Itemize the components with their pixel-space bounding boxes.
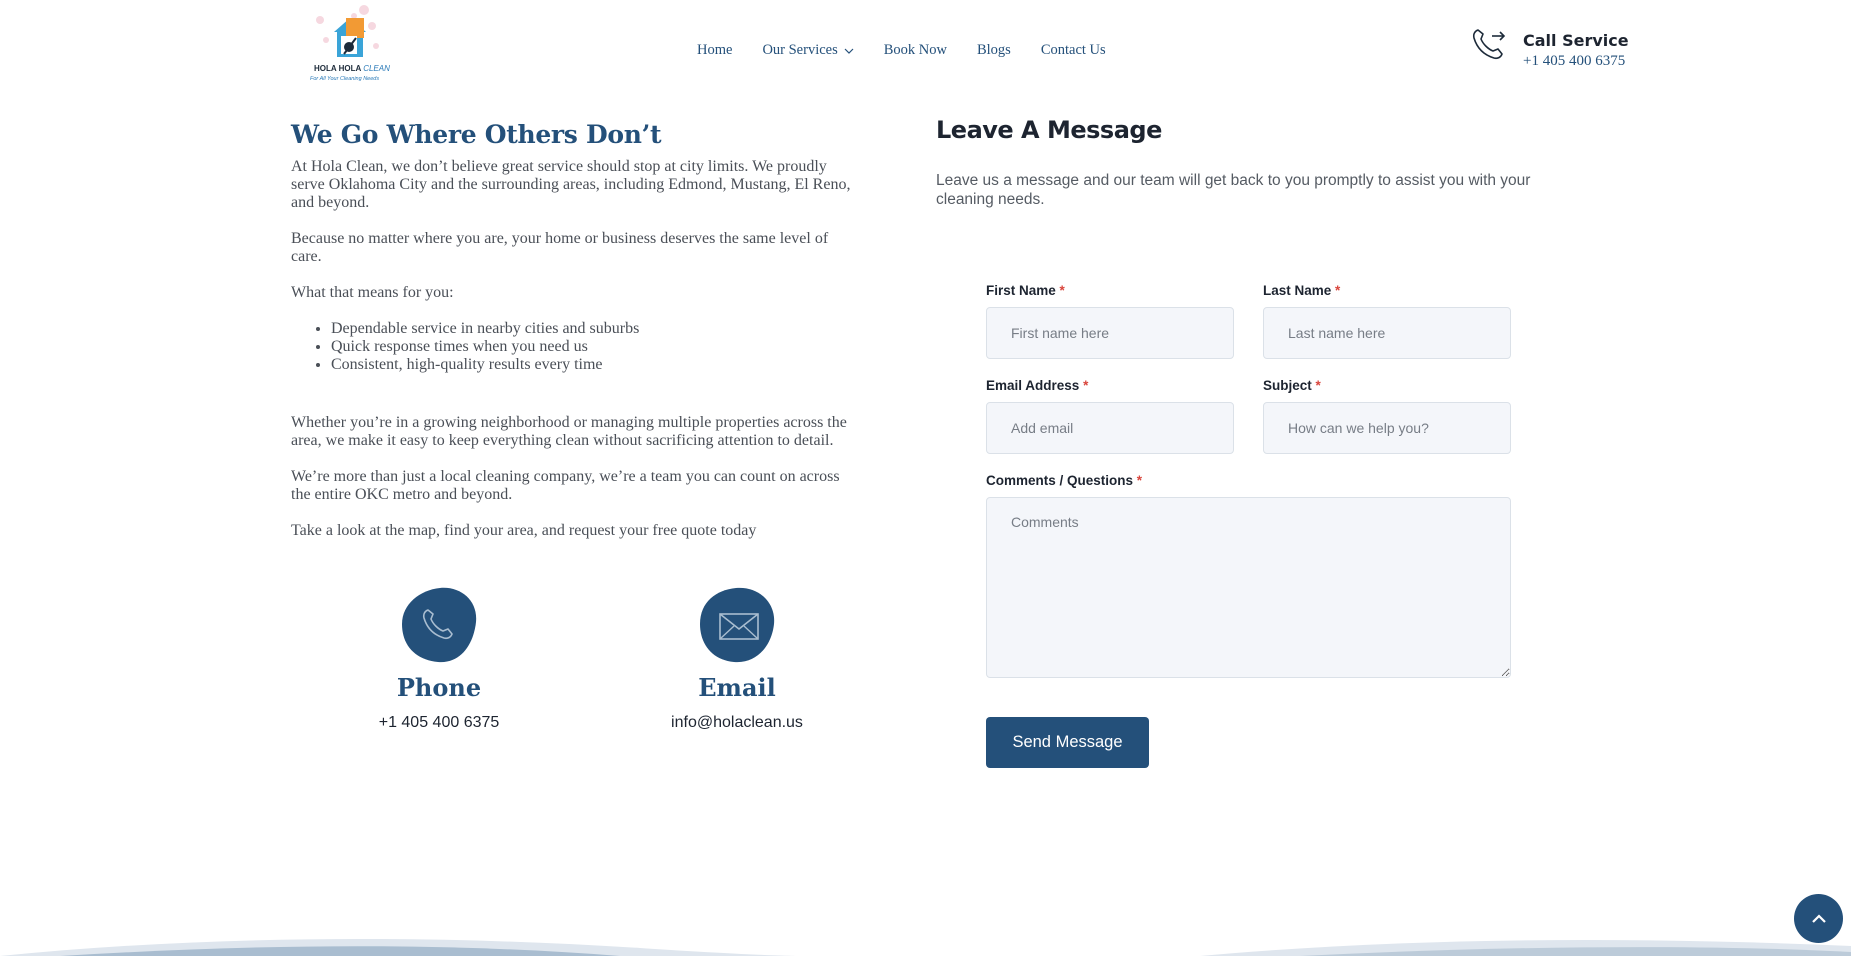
nav-our-services[interactable]: Our Services — [762, 42, 853, 59]
subject-field[interactable] — [1263, 402, 1511, 454]
first-name-field[interactable] — [986, 307, 1234, 359]
section-heading: We Go Where Others Don’t — [291, 120, 662, 149]
nav-blogs[interactable]: Blogs — [976, 42, 1011, 58]
email-field[interactable] — [986, 402, 1234, 454]
form-subtitle: Leave us a message and our team will get back to you promptly to assist you with your cleaning needs. — [936, 172, 1531, 208]
comments-label: Comments / Questions * — [986, 473, 1143, 488]
last-name-field[interactable] — [1263, 307, 1511, 359]
phone-card — [329, 586, 549, 732]
chevron-down-icon — [844, 46, 854, 56]
first-name-label: First Name * — [986, 283, 1065, 298]
subject-label: Subject * — [1263, 378, 1321, 393]
email-label: Email — [698, 673, 776, 702]
send-message-button[interactable]: Send Message — [986, 717, 1149, 768]
list-item: • Quick response times when you need us — [331, 338, 861, 356]
envelope-icon — [698, 586, 776, 664]
logo-name: HOLA HOLA CLEAN — [314, 64, 390, 73]
phone-value[interactable]: +1 405 400 6375 — [378, 714, 500, 731]
last-name-label: Last Name * — [1263, 283, 1341, 298]
paragraph-map: Take a look at the map, find your area, and request your free quote today — [291, 522, 757, 539]
logo-house-icon — [306, 2, 396, 64]
call-service-title: Call Service — [1523, 31, 1629, 50]
form-title: Leave A Message — [936, 116, 1162, 144]
call-service-number[interactable]: +1 405 400 6375 — [1523, 53, 1626, 69]
list-item: • Consistent, high-quality results every time — [331, 356, 861, 374]
service-area-section — [291, 118, 861, 558]
paragraph-team: We’re more than just a local cleaning company, we’re a team you can count on across the entire OKC metro and beyond. — [291, 468, 840, 503]
phone-outgoing-icon[interactable] — [1470, 24, 1508, 62]
scroll-to-top-button[interactable] — [1794, 894, 1843, 943]
paragraph-intro: At Hola Clean, we don’t believe great service should stop at city limits. We proudly serve Oklahoma City and the surrounding areas, including Edmond, Mustang, El Reno, and beyond. — [291, 158, 851, 211]
paragraph-means: What that means for you: — [291, 284, 454, 301]
nav-book-now[interactable]: Book Now — [883, 42, 947, 58]
logo[interactable] — [306, 2, 396, 86]
paragraph-care: Because no matter where you are, your home or business deserves the same level of care. — [291, 230, 829, 265]
phone-label: Phone — [396, 673, 482, 702]
logo-tagline: For All Your Cleaning Needs — [310, 76, 380, 82]
phone-icon — [400, 586, 478, 664]
main-nav — [697, 42, 1136, 59]
nav-home[interactable]: Home — [697, 42, 733, 58]
nav-contact-us[interactable]: Contact Us — [1040, 42, 1106, 58]
chevron-up-icon — [1810, 910, 1828, 928]
email-card — [627, 586, 847, 732]
benefits-list — [331, 320, 861, 374]
footer-wave-decoration — [0, 930, 1851, 956]
list-item: • Dependable service in nearby cities and suburbs — [331, 320, 861, 338]
paragraph-neighborhood: Whether you’re in a growing neighborhood or managing multiple properties across the area, we make it easy to keep everything clean without sacrificing attention to detail. — [291, 414, 847, 449]
comments-field[interactable] — [986, 497, 1511, 678]
email-address-label: Email Address * — [986, 378, 1089, 393]
email-value[interactable]: info@holaclean.us — [671, 714, 803, 731]
